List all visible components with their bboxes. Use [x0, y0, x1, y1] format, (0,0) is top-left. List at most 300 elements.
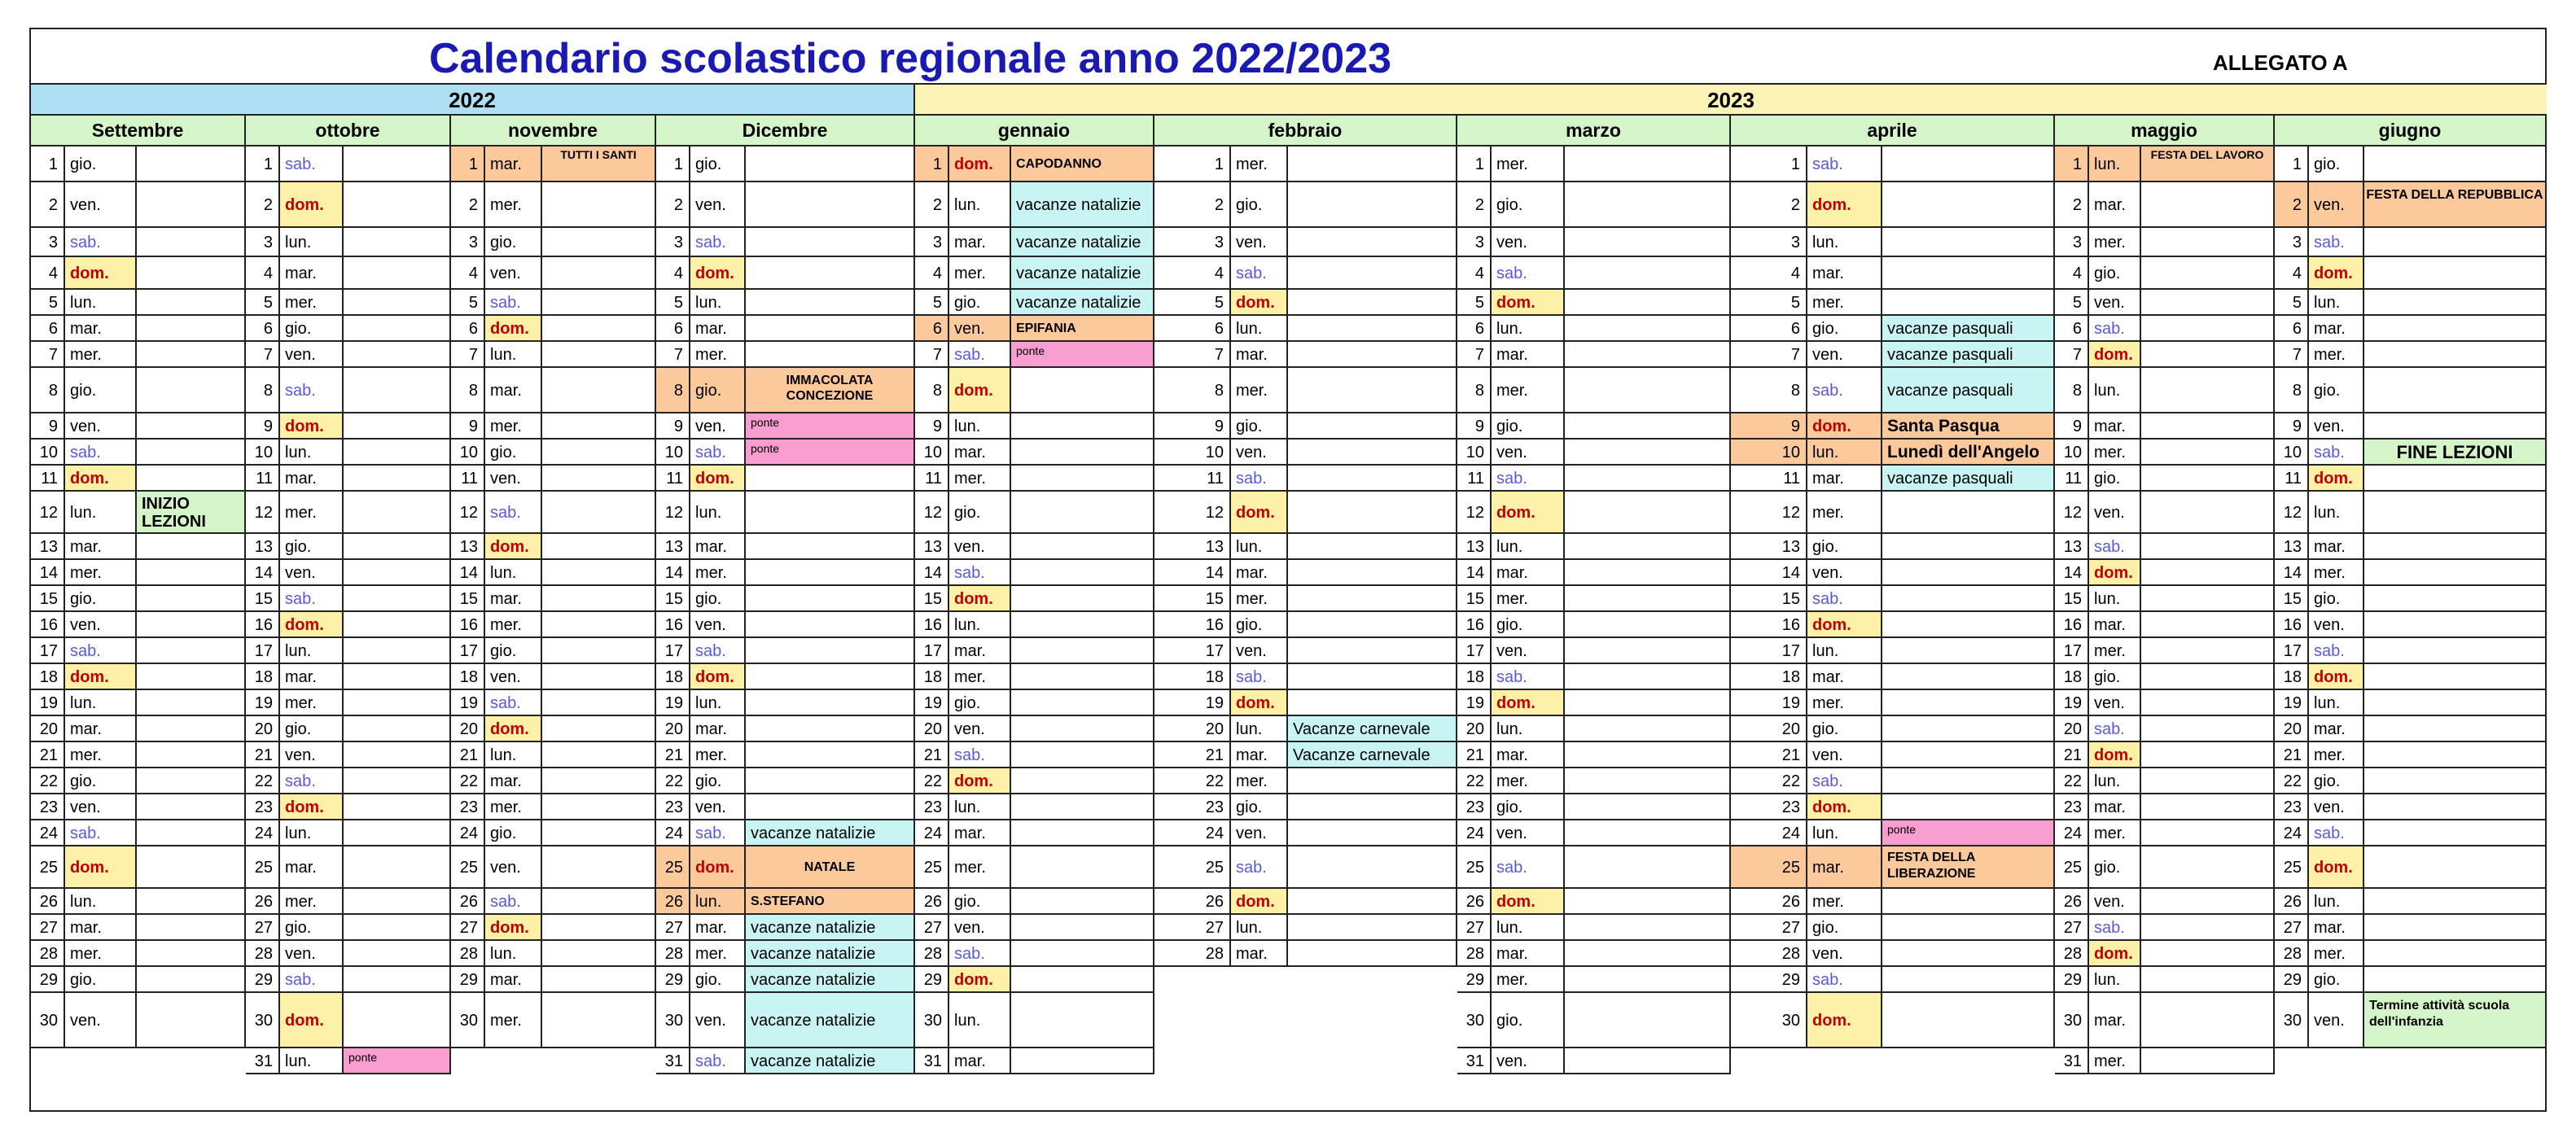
day-note — [1288, 794, 1457, 820]
day-note — [2364, 534, 2547, 560]
day-number: 28 — [246, 941, 280, 967]
day-number: 8 — [2275, 368, 2309, 413]
weekday-label: mer. — [1807, 492, 1882, 534]
weekday-label: lun. — [690, 889, 746, 915]
day-note — [1882, 664, 2055, 690]
day-note — [2364, 716, 2547, 742]
day-note: CAPODANNO — [1011, 147, 1154, 182]
day-number: 3 — [31, 228, 65, 257]
day-note — [1288, 941, 1457, 967]
day-note — [1011, 915, 1154, 941]
weekday-label: ven. — [2089, 492, 2141, 534]
day-number: 10 — [656, 440, 690, 466]
day-number: 1 — [451, 147, 485, 182]
weekday-label: mar. — [485, 586, 542, 612]
day-note — [746, 586, 915, 612]
day-number: 25 — [2275, 846, 2309, 889]
weekday-label: ven. — [2309, 794, 2364, 820]
day-number: 1 — [2275, 147, 2309, 182]
month-header-9: giugno — [2275, 116, 2547, 147]
weekday-label: dom. — [485, 915, 542, 941]
day-number: 2 — [1457, 182, 1492, 228]
day-number: 5 — [656, 290, 690, 316]
day-note — [1565, 915, 1731, 941]
day-number: 23 — [915, 794, 949, 820]
day-note — [1565, 534, 1731, 560]
day-note — [344, 846, 451, 889]
day-number: 18 — [246, 664, 280, 690]
day-number: 6 — [31, 316, 65, 342]
day-number: 25 — [1154, 846, 1231, 889]
day-note — [137, 586, 246, 612]
day-number: 3 — [1457, 228, 1492, 257]
day-number: 19 — [246, 690, 280, 716]
day-number: 14 — [1457, 560, 1492, 586]
day-note — [137, 290, 246, 316]
weekday-label: sab. — [690, 1048, 746, 1074]
day-number: 20 — [2275, 716, 2309, 742]
day-note — [542, 368, 656, 413]
weekday-label: lun. — [2309, 492, 2364, 534]
day-number: 12 — [451, 492, 485, 534]
day-number: 18 — [2275, 664, 2309, 690]
day-number: 16 — [915, 612, 949, 638]
weekday-label: gio. — [280, 716, 344, 742]
day-note — [2141, 993, 2275, 1048]
weekday-label: dom. — [1492, 889, 1565, 915]
weekday-label: mar. — [2309, 316, 2364, 342]
weekday-label: gio. — [1492, 612, 1565, 638]
weekday-label: mer. — [1492, 368, 1565, 413]
day-note: ponte — [746, 413, 915, 440]
weekday-label: mar. — [690, 915, 746, 941]
weekday-label: gio. — [1492, 993, 1565, 1048]
weekday-label: mer. — [485, 794, 542, 820]
day-note — [2364, 290, 2547, 316]
day-number: 22 — [1154, 768, 1231, 794]
day-number: 9 — [1154, 413, 1231, 440]
day-note — [344, 147, 451, 182]
weekday-label: mar. — [2309, 534, 2364, 560]
day-note — [137, 440, 246, 466]
day-number: 22 — [246, 768, 280, 794]
day-number: 19 — [1154, 690, 1231, 716]
weekday-label: ven. — [1231, 440, 1288, 466]
month-header-1: ottobre — [246, 116, 451, 147]
day-number: 28 — [31, 941, 65, 967]
day-note — [1011, 768, 1154, 794]
weekday-label: sab. — [1807, 586, 1882, 612]
day-note — [1882, 967, 2055, 993]
weekday-label: mer. — [280, 492, 344, 534]
weekday-label: gio. — [1807, 316, 1882, 342]
day-note — [344, 316, 451, 342]
day-note — [344, 768, 451, 794]
day-number: 27 — [1154, 915, 1231, 941]
weekday-label: ven. — [1807, 941, 1882, 967]
day-note — [1011, 967, 1154, 993]
day-note — [542, 257, 656, 290]
day-note — [137, 742, 246, 768]
day-note — [1288, 638, 1457, 664]
day-note — [344, 492, 451, 534]
day-number: 28 — [656, 941, 690, 967]
day-number: 14 — [915, 560, 949, 586]
weekday-label: mer. — [1807, 889, 1882, 915]
day-note — [1882, 534, 2055, 560]
day-number: 21 — [1154, 742, 1231, 768]
day-number: 10 — [2055, 440, 2089, 466]
weekday-label: sab. — [280, 768, 344, 794]
day-number: 8 — [1154, 368, 1231, 413]
day-note — [746, 768, 915, 794]
day-note — [746, 257, 915, 290]
day-number: 7 — [2275, 342, 2309, 368]
day-number: 2 — [31, 182, 65, 228]
day-number: 18 — [656, 664, 690, 690]
weekday-label: lun. — [1231, 316, 1288, 342]
weekday-label: lun. — [1492, 716, 1565, 742]
day-note — [137, 794, 246, 820]
day-note — [2141, 560, 2275, 586]
weekday-label: lun. — [2309, 290, 2364, 316]
day-note — [1288, 228, 1457, 257]
day-note — [344, 941, 451, 967]
day-note: vacanze natalizie — [746, 993, 915, 1048]
day-number: 18 — [451, 664, 485, 690]
day-note: vacanze natalizie — [1011, 182, 1154, 228]
weekday-label: sab. — [690, 638, 746, 664]
day-number: 14 — [1731, 560, 1807, 586]
day-note — [344, 638, 451, 664]
weekday-label: lun. — [690, 690, 746, 716]
day-number: 9 — [1457, 413, 1492, 440]
day-number: 7 — [1154, 342, 1231, 368]
weekday-label: dom. — [2089, 941, 2141, 967]
day-note — [1288, 664, 1457, 690]
day-note — [1882, 228, 2055, 257]
day-note: vacanze pasquali — [1882, 368, 2055, 413]
day-note — [1288, 586, 1457, 612]
day-number: 24 — [31, 820, 65, 846]
day-number: 22 — [2275, 768, 2309, 794]
weekday-label: mar. — [485, 147, 542, 182]
weekday-label: ven. — [1492, 638, 1565, 664]
day-note — [1011, 690, 1154, 716]
weekday-label: gio. — [949, 290, 1011, 316]
day-note — [1565, 257, 1731, 290]
weekday-label: ven. — [949, 716, 1011, 742]
day-number: 26 — [31, 889, 65, 915]
weekday-label: gio. — [485, 638, 542, 664]
weekday-label: lun. — [2309, 690, 2364, 716]
day-number: 14 — [1154, 560, 1231, 586]
day-note — [2141, 967, 2275, 993]
day-note — [1288, 889, 1457, 915]
day-note — [137, 941, 246, 967]
weekday-label: mer. — [1492, 967, 1565, 993]
day-note: FESTA DELLA REPUBBLICA — [2364, 182, 2547, 228]
weekday-label: dom. — [1807, 413, 1882, 440]
weekday-label: lun. — [1492, 316, 1565, 342]
day-number: 19 — [2055, 690, 2089, 716]
day-number: 26 — [915, 889, 949, 915]
day-number: 8 — [246, 368, 280, 413]
weekday-label: gio. — [1492, 413, 1565, 440]
weekday-label: mar. — [1807, 466, 1882, 492]
day-note — [1011, 466, 1154, 492]
day-number: 13 — [1457, 534, 1492, 560]
day-number: 6 — [1154, 316, 1231, 342]
day-number: 26 — [246, 889, 280, 915]
day-number: 27 — [246, 915, 280, 941]
weekday-label: ven. — [1492, 820, 1565, 846]
weekday-label: mar. — [2089, 993, 2141, 1048]
day-number: 9 — [656, 413, 690, 440]
day-number: 18 — [915, 664, 949, 690]
day-note — [137, 820, 246, 846]
day-number: 21 — [246, 742, 280, 768]
day-note — [344, 228, 451, 257]
day-number: 25 — [656, 846, 690, 889]
weekday-label: dom. — [949, 768, 1011, 794]
weekday-label: mer. — [1231, 586, 1288, 612]
day-number: 3 — [2275, 228, 2309, 257]
day-note — [2141, 638, 2275, 664]
day-note — [1011, 889, 1154, 915]
day-note: Vacanze carnevale — [1288, 716, 1457, 742]
day-number: 12 — [1154, 492, 1231, 534]
weekday-label: lun. — [2309, 889, 2364, 915]
day-note — [1565, 664, 1731, 690]
weekday-label: ven. — [2309, 993, 2364, 1048]
day-note: INIZIO LEZIONI — [137, 492, 246, 534]
day-note — [2141, 915, 2275, 941]
day-number: 14 — [656, 560, 690, 586]
weekday-label: mar. — [1492, 560, 1565, 586]
day-note — [1882, 257, 2055, 290]
weekday-label: mar. — [65, 915, 137, 941]
day-note — [746, 716, 915, 742]
day-number: 30 — [915, 993, 949, 1048]
day-number: 1 — [1154, 147, 1231, 182]
day-note — [1565, 768, 1731, 794]
weekday-label: sab. — [1492, 846, 1565, 889]
day-note — [137, 768, 246, 794]
weekday-label: sab. — [949, 342, 1011, 368]
weekday-label: sab. — [280, 586, 344, 612]
weekday-label: mar. — [949, 820, 1011, 846]
weekday-label: dom. — [280, 182, 344, 228]
day-note — [1882, 742, 2055, 768]
day-number: 13 — [31, 534, 65, 560]
day-number: 10 — [451, 440, 485, 466]
day-note: TUTTI I SANTI — [542, 147, 656, 182]
weekday-label: gio. — [1231, 182, 1288, 228]
weekday-label: dom. — [2309, 257, 2364, 290]
day-note: FESTA DELLA LIBERAZIONE — [1882, 846, 2055, 889]
day-number: 11 — [2055, 466, 2089, 492]
day-note — [344, 182, 451, 228]
weekday-label: sab. — [949, 742, 1011, 768]
weekday-label: mar. — [2089, 182, 2141, 228]
day-number: 21 — [451, 742, 485, 768]
weekday-label: dom. — [1807, 612, 1882, 638]
day-note — [1011, 1048, 1154, 1074]
day-number: 9 — [2055, 413, 2089, 440]
day-number: 17 — [1731, 638, 1807, 664]
weekday-label: lun. — [65, 889, 137, 915]
weekday-label: ven. — [690, 993, 746, 1048]
day-note — [1011, 492, 1154, 534]
day-note — [746, 492, 915, 534]
day-number: 30 — [451, 993, 485, 1048]
day-number: 27 — [1457, 915, 1492, 941]
weekday-label: gio. — [2309, 967, 2364, 993]
day-note — [1011, 794, 1154, 820]
day-note — [1288, 257, 1457, 290]
day-note — [746, 664, 915, 690]
day-number: 18 — [2055, 664, 2089, 690]
day-note — [2364, 820, 2547, 846]
weekday-label: mar. — [949, 228, 1011, 257]
weekday-label: dom. — [65, 466, 137, 492]
day-number: 25 — [451, 846, 485, 889]
day-number: 9 — [2275, 413, 2309, 440]
day-note — [2364, 586, 2547, 612]
weekday-label: sab. — [485, 889, 542, 915]
day-note — [746, 182, 915, 228]
page-title: Calendario scolastico regionale anno 2022/2023 — [428, 35, 1392, 82]
day-number: 17 — [451, 638, 485, 664]
day-note — [1882, 941, 2055, 967]
weekday-label: sab. — [1492, 466, 1565, 492]
day-number: 23 — [2055, 794, 2089, 820]
day-number: 23 — [1457, 794, 1492, 820]
weekday-label: sab. — [1492, 257, 1565, 290]
day-number: 1 — [656, 147, 690, 182]
weekday-label: ven. — [485, 664, 542, 690]
day-number: 31 — [2055, 1048, 2089, 1074]
day-number: 14 — [31, 560, 65, 586]
weekday-label: lun. — [485, 342, 542, 368]
day-number: 17 — [656, 638, 690, 664]
day-note — [2364, 664, 2547, 690]
day-number: 27 — [915, 915, 949, 941]
day-number: 30 — [1731, 993, 1807, 1048]
weekday-label: ven. — [280, 941, 344, 967]
day-note — [1565, 586, 1731, 612]
day-number: 26 — [451, 889, 485, 915]
day-note — [542, 534, 656, 560]
weekday-label: ven. — [1492, 440, 1565, 466]
day-number: 25 — [1457, 846, 1492, 889]
day-number: 18 — [1731, 664, 1807, 690]
day-number: 22 — [1731, 768, 1807, 794]
weekday-label: gio. — [65, 368, 137, 413]
day-note — [137, 466, 246, 492]
weekday-label: ven. — [65, 993, 137, 1048]
weekday-label: lun. — [1807, 820, 1882, 846]
day-note — [2141, 440, 2275, 466]
day-number: 24 — [2055, 820, 2089, 846]
weekday-label: ven. — [690, 794, 746, 820]
day-note — [746, 466, 915, 492]
day-number: 29 — [246, 967, 280, 993]
day-number: 23 — [656, 794, 690, 820]
day-number: 24 — [1457, 820, 1492, 846]
day-note — [1882, 889, 2055, 915]
weekday-label: sab. — [2309, 440, 2364, 466]
day-note — [344, 690, 451, 716]
weekday-label: mer. — [690, 742, 746, 768]
day-number: 20 — [2055, 716, 2089, 742]
day-number: 11 — [2275, 466, 2309, 492]
day-number: 28 — [2055, 941, 2089, 967]
year-header-2023: 2023 — [915, 83, 2547, 116]
day-number: 3 — [2055, 228, 2089, 257]
weekday-label: mer. — [1231, 768, 1288, 794]
weekday-label: gio. — [949, 690, 1011, 716]
weekday-label: sab. — [690, 440, 746, 466]
day-note: vacanze natalizie — [746, 915, 915, 941]
weekday-label: dom. — [690, 466, 746, 492]
day-note: NATALE — [746, 846, 915, 889]
weekday-label: gio. — [1231, 413, 1288, 440]
weekday-label: lun. — [65, 690, 137, 716]
weekday-label: ven. — [485, 257, 542, 290]
day-note — [2141, 586, 2275, 612]
weekday-label: mar. — [2309, 915, 2364, 941]
day-note — [542, 440, 656, 466]
day-note — [2141, 466, 2275, 492]
day-number: 25 — [31, 846, 65, 889]
weekday-label: mar. — [280, 846, 344, 889]
day-number: 9 — [31, 413, 65, 440]
day-number: 24 — [451, 820, 485, 846]
weekday-label: sab. — [280, 147, 344, 182]
weekday-label: lun. — [949, 612, 1011, 638]
day-note — [542, 967, 656, 993]
day-note — [746, 534, 915, 560]
day-note: IMMACOLATA CONCEZIONE — [746, 368, 915, 413]
day-number: 5 — [2055, 290, 2089, 316]
day-note — [344, 967, 451, 993]
day-number: 3 — [1731, 228, 1807, 257]
weekday-label: gio. — [949, 889, 1011, 915]
weekday-label: mer. — [65, 742, 137, 768]
day-note — [137, 147, 246, 182]
day-note — [1565, 560, 1731, 586]
weekday-label: mar. — [65, 716, 137, 742]
day-number: 5 — [1457, 290, 1492, 316]
day-number: 6 — [915, 316, 949, 342]
day-note: FINE LEZIONI — [2364, 440, 2547, 466]
weekday-label: lun. — [1807, 228, 1882, 257]
weekday-label: lun. — [1492, 915, 1565, 941]
day-number: 13 — [656, 534, 690, 560]
day-note — [1288, 915, 1457, 941]
day-note — [2141, 257, 2275, 290]
weekday-label: lun. — [2089, 147, 2141, 182]
day-note — [1882, 612, 2055, 638]
day-note — [1565, 889, 1731, 915]
day-note — [1565, 716, 1731, 742]
day-note — [1565, 316, 1731, 342]
day-note — [2141, 368, 2275, 413]
weekday-label: gio. — [2089, 846, 2141, 889]
day-number: 17 — [1154, 638, 1231, 664]
